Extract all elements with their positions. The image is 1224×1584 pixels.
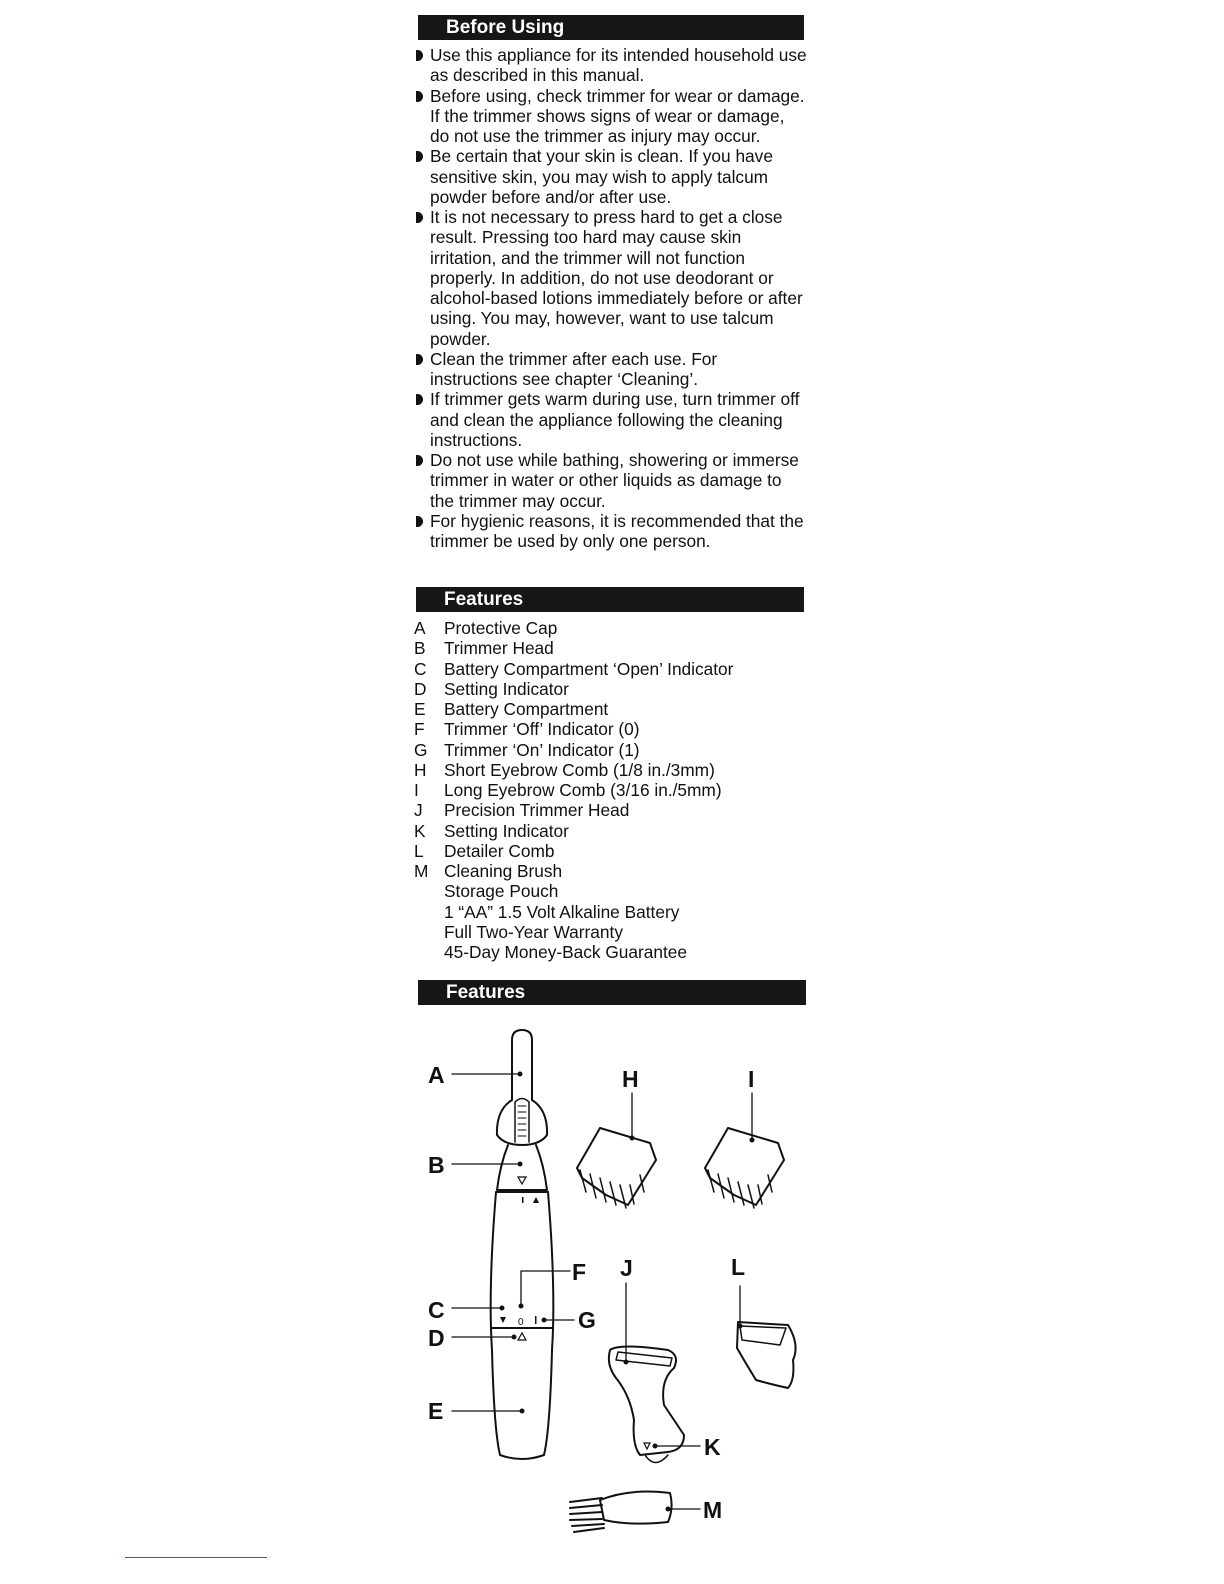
label-c: C <box>428 1297 445 1323</box>
features-diagram-header <box>418 980 806 1005</box>
trimmer-blade-shape <box>515 1099 529 1143</box>
setting-indicator-icon <box>518 1177 526 1184</box>
feature-item: K Setting Indicator <box>414 820 569 841</box>
label-l: L <box>731 1254 746 1280</box>
feature-item: A Protective Cap <box>414 618 558 638</box>
feature-item: Full Two-Year Warranty <box>444 921 623 942</box>
list-item: Be certain that your skin is clean. If you have sensitive skin, you may wish to apply talcum powder before and/or after use. <box>416 146 808 207</box>
label-m: M <box>703 1497 723 1523</box>
label-e: E <box>428 1398 444 1424</box>
bullet-icon <box>416 151 423 162</box>
label-j: J <box>620 1255 633 1281</box>
protective-cap-shape <box>497 1030 547 1145</box>
feature-item: L Detailer Comb <box>414 840 555 861</box>
bullet-icon <box>416 394 423 405</box>
short-comb-shape <box>577 1128 656 1205</box>
bullet-icon <box>416 91 423 102</box>
before-using-title: Before Using <box>446 17 565 38</box>
label-k: K <box>704 1434 721 1460</box>
label-i: I <box>748 1066 755 1092</box>
detailer-comb-shape <box>737 1322 796 1388</box>
brush-bristles-shape <box>570 1498 604 1532</box>
bullet-icon <box>416 354 423 365</box>
setting-indicator-d-icon <box>518 1333 526 1340</box>
long-comb-shape <box>705 1128 784 1205</box>
label-h: H <box>622 1066 639 1092</box>
bullet-icon <box>416 212 423 223</box>
list-item: If trimmer gets warm during use, turn trimmer off and clean the appliance following the cleaning instructions. <box>416 389 808 450</box>
off-mark: 0 <box>518 1317 524 1328</box>
feature-item: C Battery Compartment ‘Open’ Indicator <box>414 658 734 679</box>
list-item: Clean the trimmer after each use. For instructions see chapter ‘Cleaning’. <box>416 349 808 390</box>
list-item: Do not use while bathing, showering or immerse trimmer in water or other liquids as damage to the trimmer may occur. <box>416 450 808 511</box>
feature-item: G Trimmer ‘On’ Indicator (1) <box>414 739 640 760</box>
label-b: B <box>428 1152 445 1178</box>
bullet-icon <box>416 516 423 527</box>
bullet-icon <box>416 50 423 61</box>
feature-item: M Cleaning Brush <box>414 861 563 881</box>
list-item: For hygienic reasons, it is recommended that the trimmer be used by only one person. <box>416 511 808 552</box>
brush-handle-shape <box>600 1492 672 1524</box>
feature-item: Storage Pouch <box>444 881 559 902</box>
feature-item: D Setting Indicator <box>414 678 569 699</box>
trimmer-diagram <box>410 1010 810 1545</box>
list-item: It is not necessary to press hard to get a close result. Pressing too hard may cause skin irritation, and the trimmer will not function properly. In addition, do not use deodorant or alcohol-based lotions immediately before or after using. You may, however, want to use talcum powder. <box>416 207 808 349</box>
features-list <box>414 618 814 962</box>
feature-item: B Trimmer Head <box>414 638 554 659</box>
feature-item: J Precision Trimmer Head <box>414 800 630 821</box>
feature-item: H Short Eyebrow Comb (1/8 in./3mm) <box>414 759 715 780</box>
battery-open-icon <box>500 1317 506 1323</box>
list-item: Before using, check trimmer for wear or damage. If the trimmer shows signs of wear or damage, do not use the trimmer as injury may occur. <box>416 86 808 147</box>
feature-item: 45-Day Money-Back Guarantee <box>444 942 688 962</box>
bullet-icon <box>416 455 423 466</box>
label-g: G <box>578 1307 596 1333</box>
feature-item: F Trimmer ‘Off’ Indicator (0) <box>414 719 640 740</box>
list-item: Use this appliance for its intended household use as described in this manual. <box>416 45 808 86</box>
feature-item: I Long Eyebrow Comb (3/16 in./5mm) <box>414 780 722 800</box>
feature-item: 1 “AA” 1.5 Volt Alkaline Battery <box>444 901 680 922</box>
label-f: F <box>572 1259 587 1285</box>
label-a: A <box>428 1062 445 1088</box>
features-header <box>416 587 804 612</box>
footer-divider <box>125 1557 267 1558</box>
features-title: Features <box>444 589 524 610</box>
feature-item: E Battery Compartment <box>414 699 609 719</box>
before-using-header <box>418 15 804 40</box>
label-d: D <box>428 1325 445 1351</box>
setting-indicator-k-icon <box>644 1443 650 1449</box>
before-using-list <box>416 45 808 551</box>
features-diagram-title: Features <box>446 982 526 1003</box>
